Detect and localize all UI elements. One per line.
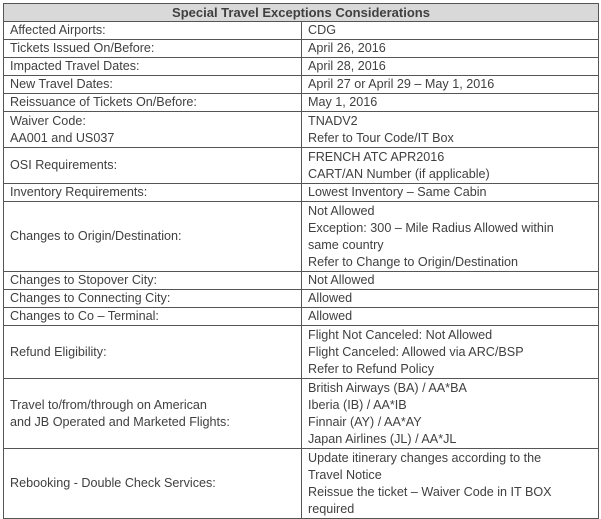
row-tickets-issued: [4, 40, 599, 58]
value-text: Flight Not Canceled: Not Allowed: [308, 327, 493, 342]
label-text: Reissuance of Tickets On/Before:: [10, 95, 197, 109]
value-cell: [302, 40, 599, 58]
value-cell: [302, 148, 599, 184]
value-text: Travel Notice: [308, 467, 382, 482]
value-text: Allowed: [308, 291, 353, 305]
value-text: Lowest Inventory – Same Cabin: [308, 185, 487, 199]
value-cell: [302, 326, 599, 379]
label-cell: [4, 272, 302, 290]
value-text: Exception: 300 – Mile Radius Allowed within: [308, 220, 554, 235]
value-text: April 27 or April 29 – May 1, 2016: [308, 77, 495, 91]
label-cell: [4, 449, 302, 519]
row-osi-requirements: [4, 148, 599, 184]
row-affected-airports: [4, 22, 599, 40]
value-text: Finnair (AY) / AA*AY: [308, 414, 422, 429]
value-text: Japan Airlines (JL) / AA*JL: [308, 431, 457, 446]
value-cell: [302, 94, 599, 112]
value-text: Refer to Change to Origin/Destination: [308, 254, 519, 269]
value-cell: [302, 308, 599, 326]
value-text: TNADV2: [308, 113, 358, 128]
value-text: same country: [308, 237, 384, 252]
value-text: Iberia (IB) / AA*IB: [308, 397, 407, 412]
table-title: Special Travel Exceptions Considerations: [4, 4, 599, 22]
label-cell: [4, 202, 302, 272]
value-cell: [302, 379, 599, 449]
label-cell: [4, 184, 302, 202]
label-text: AA001 and US037: [10, 130, 115, 145]
label-cell: [4, 308, 302, 326]
value-text: British Airways (BA) / AA*BA: [308, 380, 467, 395]
label-cell: [4, 290, 302, 308]
row-inventory-requirements: [4, 184, 599, 202]
label-cell: [4, 379, 302, 449]
value-text: Not Allowed: [308, 273, 375, 287]
label-cell: [4, 76, 302, 94]
label-text: Affected Airports:: [10, 23, 106, 37]
label-cell: [4, 40, 302, 58]
label-cell: [4, 22, 302, 40]
value-text: Update itinerary changes according to the: [308, 450, 542, 465]
label-text: New Travel Dates:: [10, 77, 113, 91]
label-text: Changes to Connecting City:: [10, 291, 171, 305]
label-text: Tickets Issued On/Before:: [10, 41, 155, 55]
value-cell: [302, 58, 599, 76]
value-cell: [302, 290, 599, 308]
travel-exceptions-document: [3, 3, 598, 519]
value-text: required: [308, 501, 355, 516]
label-text: Inventory Requirements:: [10, 185, 148, 199]
label-cell: [4, 326, 302, 379]
value-cell: [302, 202, 599, 272]
value-text: Refer to Refund Policy: [308, 361, 434, 376]
value-text: Reissue the ticket – Waiver Code in IT BOX: [308, 484, 552, 499]
label-text: Travel to/from/through on American: [10, 397, 207, 412]
label-text: OSI Requirements:: [10, 158, 118, 172]
label-text: Refund Eligibility:: [10, 344, 107, 359]
value-cell: [302, 76, 599, 94]
row-stopover-city: [4, 272, 599, 290]
label-cell: [4, 112, 302, 148]
label-text: Waiver Code:: [10, 113, 86, 128]
value-text: FRENCH ATC APR2016: [308, 149, 445, 164]
value-text: Not Allowed: [308, 203, 375, 218]
value-text: May 1, 2016: [308, 95, 378, 109]
table-body: [4, 22, 599, 519]
row-reissuance: [4, 94, 599, 112]
row-origin-destination: [4, 202, 599, 272]
label-text: Changes to Co – Terminal:: [10, 309, 159, 323]
value-text: April 28, 2016: [308, 59, 386, 73]
value-text: Refer to Tour Code/IT Box: [308, 130, 454, 145]
value-text: CDG: [308, 23, 336, 37]
row-refund-eligibility: [4, 326, 599, 379]
value-cell: [302, 112, 599, 148]
label-text: Changes to Stopover City:: [10, 273, 158, 287]
row-partner-flights: [4, 379, 599, 449]
row-connecting-city: [4, 290, 599, 308]
table-header-row: [4, 4, 599, 22]
row-rebooking: [4, 449, 599, 519]
value-text: CART/AN Number (if applicable): [308, 166, 490, 181]
label-cell: [4, 58, 302, 76]
label-text: Rebooking - Double Check Services:: [10, 476, 216, 490]
label-text: Impacted Travel Dates:: [10, 59, 140, 73]
value-cell: [302, 184, 599, 202]
row-new-travel-dates: [4, 76, 599, 94]
exceptions-table: [3, 3, 599, 519]
row-waiver-code: [4, 112, 599, 148]
value-text: April 26, 2016: [308, 41, 386, 55]
label-cell: [4, 94, 302, 112]
value-cell: [302, 22, 599, 40]
value-cell: [302, 272, 599, 290]
value-text: Flight Canceled: Allowed via ARC/BSP: [308, 344, 524, 359]
label-text: Changes to Origin/Destination:: [10, 229, 182, 243]
row-impacted-travel-dates: [4, 58, 599, 76]
row-co-terminal: [4, 308, 599, 326]
label-cell: [4, 148, 302, 184]
value-cell: [302, 449, 599, 519]
value-text: Allowed: [308, 309, 353, 323]
label-text: and JB Operated and Marketed Flights:: [10, 414, 230, 429]
